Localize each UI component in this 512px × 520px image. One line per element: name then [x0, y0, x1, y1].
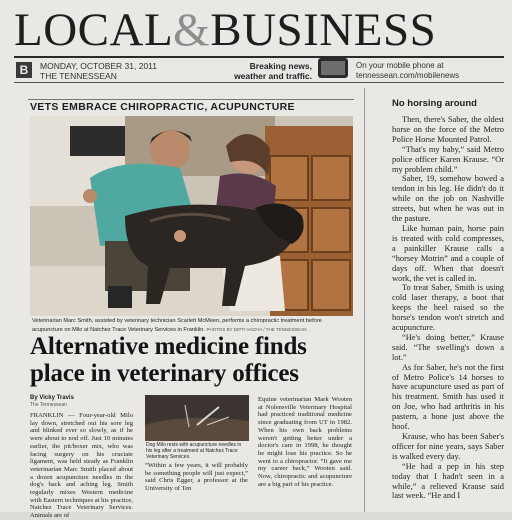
sidebar-paragraph: As for Saber, he's not the first of Metro Police's 14 horses to have acupuncture used as part of his treatment. Smith has used it on Joe, who had arthritis in his pastern, a bone just above the hoof. — [392, 362, 504, 432]
mobile-line-2: tennessean.com/mobilenews — [356, 71, 460, 80]
story-kicker: VETS EMBRACE CHIROPRACTIC, ACUPUNCTURE — [30, 101, 295, 113]
sidebar-paragraph: “That's my baby,” said Metro police officer Karen Krause. “Or my problem child.” — [392, 144, 504, 174]
masthead-ampersand: & — [173, 4, 211, 56]
paper-name: THE TENNESSEAN — [40, 71, 117, 81]
dateline — [40, 61, 157, 81]
breaking-line-1: Breaking news, — [249, 61, 312, 71]
date-text: MONDAY, OCTOBER 31, 2011 — [40, 61, 157, 71]
column-divider — [364, 88, 365, 512]
photo-caption — [32, 318, 352, 334]
acupuncture-needles-photo-illustration — [145, 395, 249, 441]
section-rule — [14, 82, 504, 83]
sidebar-title: No horsing around — [392, 98, 477, 109]
sidebar-paragraph: Krause, who has been Saber's officer for nine years, says Saber is walked every day. — [392, 432, 504, 461]
caption-text: Veterinarian Marc Smith, assisted by veterinary technician Scarlett McMeen, performs a chiropractic treatment before acupuncture on Milo at Natchez Trace Veterinary Services in Franklin. — [32, 318, 322, 333]
sidebar-paragraph: To treat Saber, Smith is using cold laser therapy, a boot that keeps the heel raised so the horse's tendon won't stretch and acupuncture. — [392, 283, 504, 333]
byline: By Vicky Travis — [30, 395, 74, 401]
inset-caption: Dog Milo rests with acupuncture needles in his leg after a treatment at Natchez Trace Veterinary Services. — [146, 442, 242, 460]
masthead-rule — [14, 56, 504, 58]
sidebar-paragraph: Then, there's Saber, the oldest horse on the force of the Metro Police Horse Mounted Patrol. — [392, 115, 504, 144]
story-column-2: “Within a few years, it will probably be something people will just expect,” said Chris Egger, a professor at the University of Ten — [145, 462, 248, 493]
sidebar-paragraph: “He had a pep in his step today that I hadn't seen in a while,” a relieved Krause said last week. “He and I — [392, 461, 504, 501]
mobile-phone-icon — [318, 58, 348, 78]
breaking-news-promo — [234, 61, 312, 81]
main-photo — [30, 116, 353, 316]
story-headline: Alternative medicine finds place in veterinary offices — [30, 333, 307, 387]
story-column-1: FRANKLIN — Four-year-old Milo lay down, stretched out his sore leg and blinked ever so slowly, as if he were about to nod off. Just 10 minutes earlier, the pit/boxer mix, who was facing surgery on his cruciate ligament, was held steady as Franklin veterinarian Marc Smith placed about a dozen acupuncture needles in the dog's back and aching leg. Smith regularly mixes Western medicine with Eastern techniques at his practice, Natchez Trace Veterinary Services. Animals are of — [30, 412, 133, 520]
section-badge: B — [16, 62, 32, 78]
vet-dog-photo-illustration — [30, 116, 353, 316]
mobile-promo — [356, 61, 459, 81]
masthead — [14, 4, 504, 56]
byline-organization: The Tennessean — [30, 402, 67, 408]
sidebar-text — [392, 115, 504, 512]
photo-credit: PHOTOS BY DIPTI VAIDYA / THE TENNESSEAN — [206, 326, 307, 332]
sidebar-paragraph: “He's doing better,” Krause said. “The swelling's down a lot.” — [392, 332, 504, 362]
masthead-title — [14, 4, 436, 56]
inset-photo — [145, 395, 249, 441]
kicker-rule — [28, 99, 354, 100]
masthead-title-left: LOCAL — [14, 4, 174, 56]
mobile-line-1: On your mobile phone at — [356, 61, 444, 70]
masthead-title-right: BUSINESS — [210, 4, 437, 56]
breaking-line-2: weather and traffic. — [234, 71, 312, 81]
sidebar-paragraph: Like human pain, horse pain is treated with cold compresses, a painkiller Krause calls a “horsey Motrin” and a couple of days off. When that doesn't work, the vet is called in. — [392, 223, 504, 283]
story-column-3: Equine veterinarian Mark Wooten at Nolensville Veterinary Hospital had practiced traditional medicine since graduating from UT in 1982. When his own back problems weren't getting better under a doctor's care in 1998, he thought he might lose his practice. So he went to a chiropractor. “It gave me my career back,” Wooten said. Now, chiropractic and acupuncture are a big part of his practice. — [258, 396, 352, 488]
sidebar-paragraph: Saber, 19, somehow bowed a tendon in his leg. He didn't do it while on the job on Nashville streets, but when he was out in the pasture. — [392, 174, 504, 224]
